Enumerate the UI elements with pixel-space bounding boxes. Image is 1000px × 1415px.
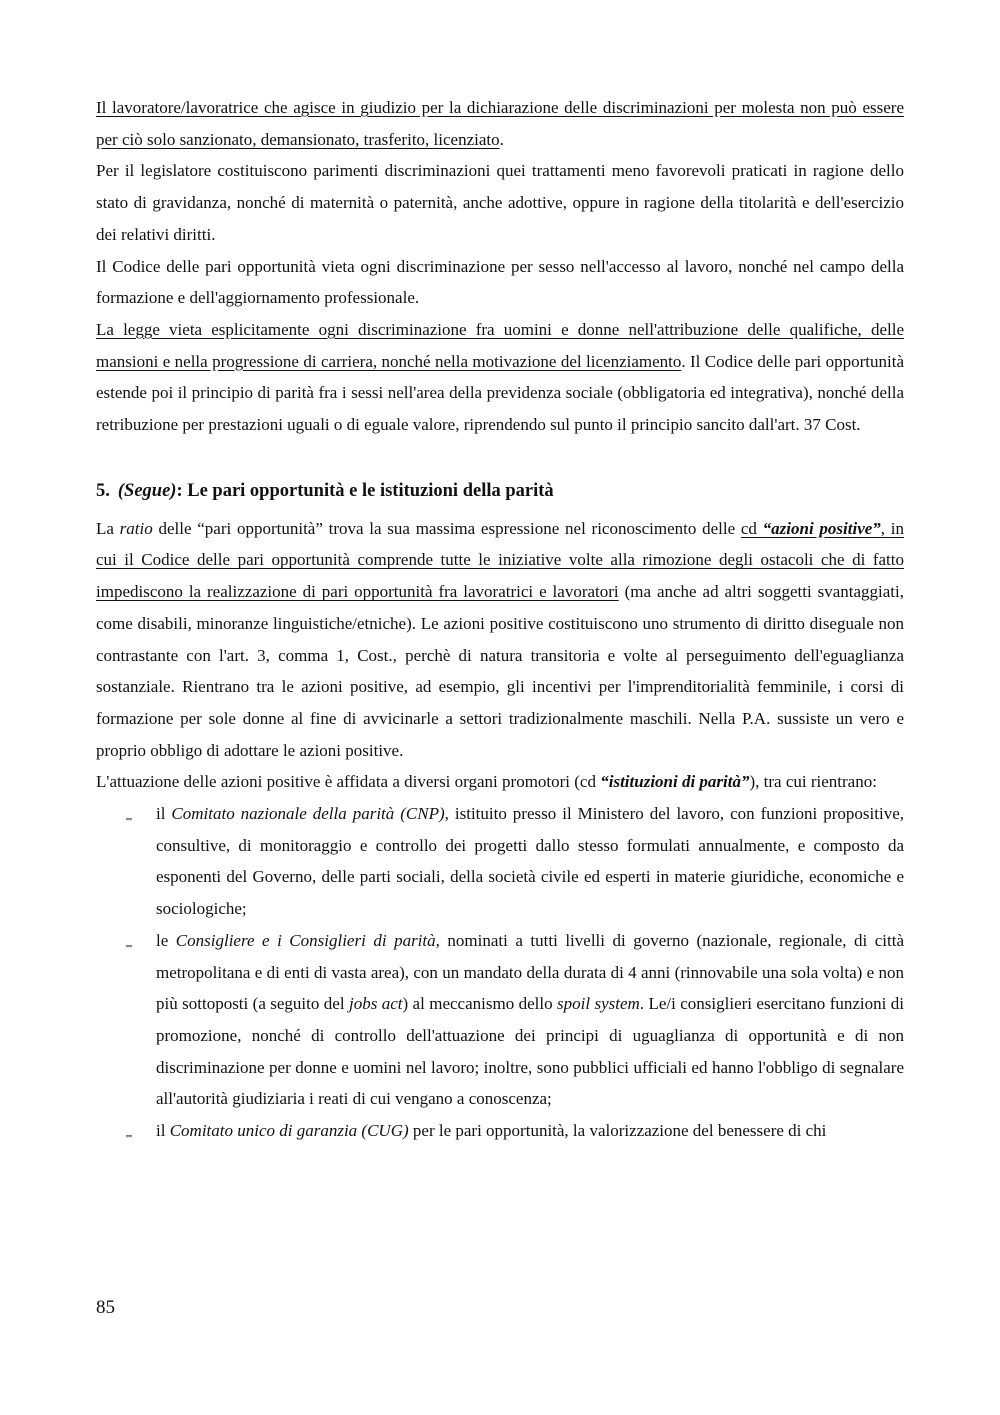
- section-title: : Le pari opportunità e le istituzioni della parità: [176, 480, 554, 501]
- underlined-text: La legge vieta esplicitamente ogni discriminazione fra uomini e donne nell'attribuzione delle qualifiche, delle mansioni e nella progressione di carriera, nonché nella motivazione del licenziamento: [96, 319, 904, 371]
- bold-italic-term: “istituzioni di parità”: [600, 772, 750, 792]
- paragraph-6: [96, 766, 904, 798]
- text: ) al meccanismo dello: [402, 994, 557, 1014]
- section-heading: [96, 475, 904, 507]
- list-item: [126, 925, 905, 1115]
- paragraph-3: Il Codice delle pari opportunità vieta ogni discriminazione per sesso nell'accesso al lavoro, nonché nel campo della formazione e dell'aggiornamento professionale.: [96, 256, 904, 308]
- text: . Il Codice delle pari opportunità estende poi il principio di parità fra i sessi nell'area della previdenza sociale (obbligatoria ed integrativa), nonché della retribuzione per prestazioni uguali o di eguale valore, riprendendo sul punto il principio sancito dall'art. 37 Cost.: [96, 351, 904, 435]
- italic-term: Consigliere e i Consiglieri di parità: [175, 930, 436, 950]
- page-body: [96, 92, 904, 1147]
- italic-term: spoil system: [557, 994, 640, 1014]
- italic-term: Comitato nazionale della parità (CNP): [171, 804, 445, 824]
- list-item: [126, 798, 904, 925]
- bold-italic-term: “azioni positive”: [762, 518, 881, 538]
- page-number: 85: [96, 1297, 115, 1318]
- bullet-marker: ‗: [126, 806, 132, 821]
- italic-term: Comitato unico di garanzia (CUG): [169, 1121, 409, 1141]
- institutions-list: [96, 798, 904, 1147]
- text: , nominati a tutti livelli di governo (nazionale, regionale, di città metropolitana e di enti di vasta area), con un mandato della durata di 4 anni (rinnovabile una sola volta) e non più sottoposti (a seguito del: [156, 930, 905, 1014]
- section-number: 5.: [96, 480, 110, 501]
- section-segue: (Segue): [117, 480, 177, 501]
- text: L'attuazione delle azioni positive è affidata a diversi organi promotori (cd: [96, 772, 601, 792]
- paragraph-1: [96, 92, 904, 155]
- text: (ma anche ad altri soggetti svantaggiati, come disabili, minoranze linguistiche/etniche). Le azioni positive costituiscono uno strumento di diritto diseguale non contrastante con l'art. 3, comma 1, Cost., perchè di natura transitoria e volte al perseguimento dell'eguaglianza sostanziale. Rientrano tra le azioni positive, ad esempio, gli incentivi per l'imprenditorialità femminile, i corsi di formazione per sole donne al fine di avvicinarle a settori tradizionalmente maschili. Nella P.A. sussiste un vero e proprio obbligo di adottare le azioni positive.: [96, 582, 904, 760]
- underlined-text: Il lavoratore/lavoratrice che agisce in giudizio per la dichiarazione delle discriminazioni per molesta non può essere per ciò solo sanzionato, demansionato, trasferito, licenziato: [96, 98, 904, 149]
- text: , in cui il Codice delle pari opportunità comprende tutte le iniziative volte alla rimozione degli ostacoli che di fatto impediscono la realizzazione di pari opportunità fra lavoratrici e lavoratori: [96, 518, 905, 602]
- text: le: [156, 930, 176, 950]
- text: , istituito presso il Ministero del lavoro, con funzioni propositive, consultive, di monitoraggio e controllo dei progetti dallo stesso formulati annualmente, e composto da esponenti del Governo, delle parti sociali, della società civile ed esperti in materie giuridiche, economiche e sociologiche;: [156, 804, 904, 919]
- text: ), tra cui rientrano:: [749, 772, 877, 792]
- text: La: [96, 518, 120, 538]
- paragraph-4: [96, 314, 904, 441]
- text: il: [156, 1121, 170, 1141]
- text: per le pari opportunità, la valorizzazione del benessere di chi: [408, 1121, 827, 1141]
- list-item: [126, 1115, 904, 1147]
- text: . Le/i consiglieri esercitano funzioni di promozione, nonché di controllo dell'attuazione dei principi di uguaglianza di opportunità e di non discriminazione per donne e uomini nel lavoro; inoltre, sono pubblici ufficiali ed hanno l'obbligo di segnalare all'autorità giudiziaria i reati di cui vengano a conoscenza;: [156, 994, 904, 1109]
- text: .: [499, 129, 504, 149]
- bullet-marker: ‗: [126, 1123, 132, 1138]
- text: delle “pari opportunità” trova la sua massima espressione nel riconoscimento delle: [152, 518, 741, 538]
- paragraph-2: Per il legislatore costituiscono parimenti discriminazioni quei trattamenti meno favorevoli praticati in ragione dello stato di gravidanza, nonché di maternità o paternità, anche adottive, oppure in ragione della titolarità e dell'esercizio dei relativi diritti.: [96, 161, 904, 244]
- bullet-marker: ‗: [126, 932, 132, 947]
- text: il: [156, 804, 172, 824]
- paragraph-5: [96, 513, 904, 767]
- italic-term: ratio: [119, 518, 153, 538]
- text: cd: [740, 518, 763, 538]
- italic-term: jobs act: [348, 994, 403, 1014]
